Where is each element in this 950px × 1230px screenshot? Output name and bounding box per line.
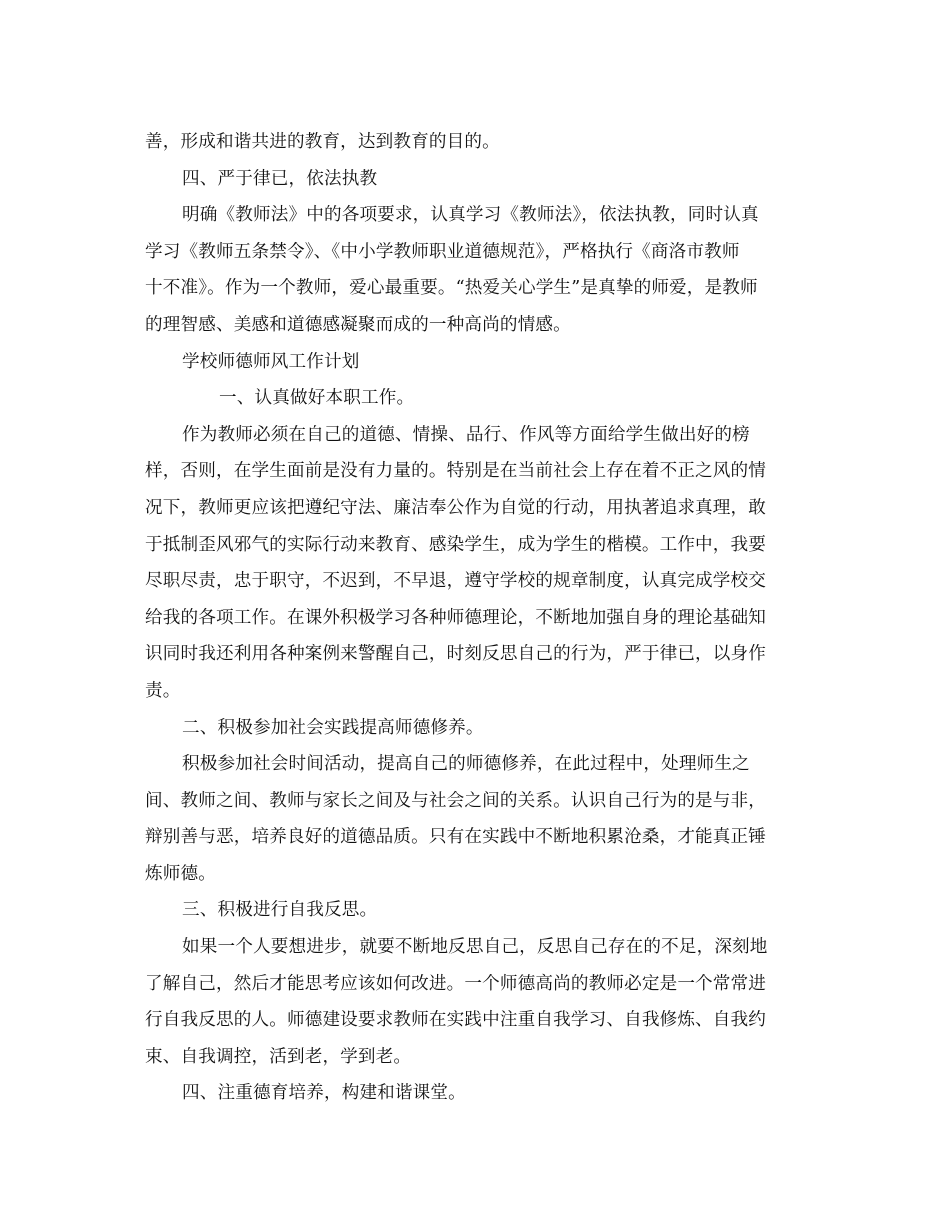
text-line: 行自我反思的人。师德建设要求教师在实践中注重自我学习、自我修炼、自我约 [145,1010,767,1031]
text-line: 了解自己，然后才能思考应该如何改进。一个师德高尚的教师必定是一个常常进 [145,973,767,994]
text-line: 积极参加社会时间活动，提高自己的师德修养，在此过程中，处理师生之 [182,754,750,775]
text-line: 学习《教师五条禁令》、《中小学教师职业道德规范》，严格执行《商洛市教师 [145,241,740,262]
text-line: 束、自我调控，活到老，学到老。 [145,1046,412,1067]
section-heading: 四、严于律已，依法执教 [182,168,378,189]
section-heading: 四、注重德育培养，构建和谐课堂。 [182,1083,466,1104]
text-line: 明确《教师法》中的各项要求，认真学习《教师法》，依法执教，同时认真 [182,205,759,226]
text-line: 善，形成和谐共进的教育，达到教育的目的。 [145,132,500,152]
text-line: 于抵制歪风邪气的实际行动来教育、感染学生，成为学生的楷模。工作中，我要 [145,534,767,555]
document-body [145,124,805,1112]
text-line: 作为教师必须在自己的道德、情操、品行、作风等方面给学生做出好的榜 [182,424,750,445]
section-heading: 二、积极参加社会实践提高师德修养。 [182,717,484,738]
text-line: 的理智感、美感和道德感凝聚而成的一种高尚的情感。 [145,314,571,335]
text-line: 辩别善与恶，培养良好的道德品质。只有在实践中不断地积累沧桑，才能真正锤 [145,827,767,848]
section-heading: 一、认真做好本职工作。 [219,388,415,409]
text-line: 如果一个人要想进步，就要不断地反思自己，反思自己存在的不足，深刻地 [182,937,768,958]
text-line: 十不准》。作为一个教师，爱心最重要。“热爱关心学生”是真挚的师爱，是教师 [145,278,758,299]
text-line: 间、教师之间、教师与家长之间及与社会之间的关系。认识自己行为的是与非， [145,790,767,811]
text-line: 给我的各项工作。在课外积极学习各种师德理论，不断地加强自身的理论基础知 [145,607,767,628]
text-line: 尽职尽责，忠于职守，不迟到，不早退，遵守学校的规章制度，认真完成学校交 [145,571,767,592]
section-heading: 三、积极进行自我反思。 [182,900,378,921]
text-line: 样，否则，在学生面前是没有力量的。特别是在当前社会上存在着不正之风的情 [145,461,767,482]
text-line: 况下，教师更应该把遵纪守法、廉洁奉公作为自觉的行动，用执著追求真理，敢 [145,497,767,518]
text-line: 识同时我还利用各种案例来警醒自己，时刻反思自己的行为，严于律已，以身作 [145,644,767,665]
text-line: 炼师德。 [145,863,216,884]
text-line: 责。 [145,680,181,701]
document-title: 学校师德师风工作计划 [182,351,360,372]
